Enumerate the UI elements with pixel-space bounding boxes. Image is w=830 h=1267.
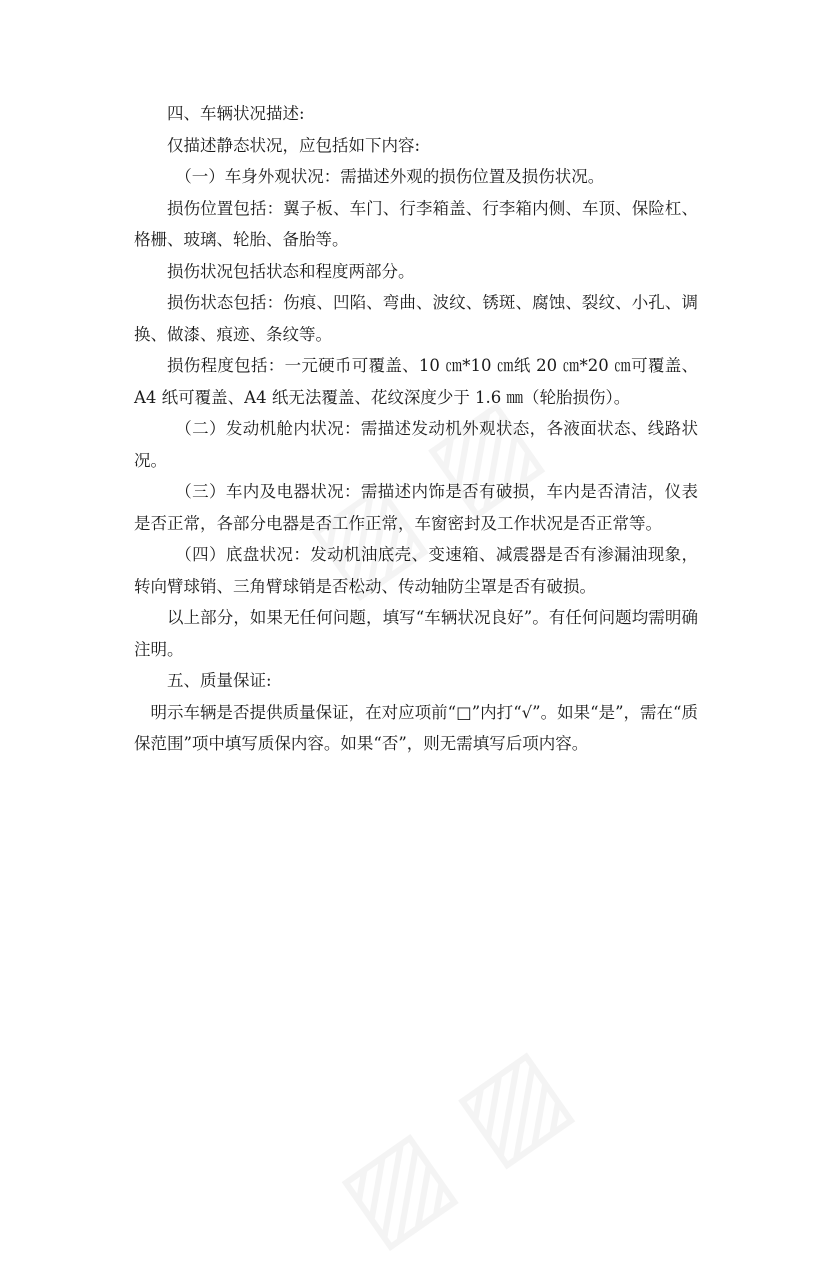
paragraph-static-condition: 仅描述静态状况，应包括如下内容: [167, 135, 421, 155]
section-heading-vehicle-condition: 四、车辆状况描述: [167, 104, 305, 123]
document-body [134, 98, 698, 760]
paragraph-damage-state: 损伤状态包括：伤痕、凹陷、弯曲、波纹、锈斑、腐蚀、裂纹、小孔、调换、做漆、痕迹、条纹等。 [134, 293, 698, 344]
subheading-engine-bay: （二）发动机舱内状况：需描述发动机外观状态，各液面状态、线路状况。 [134, 419, 698, 470]
paragraph-damage-degree: 损伤程度包括：一元硬币可覆盖、10 ㎝*10 ㎝纸 20 ㎝*20 ㎝可覆盖、A4 纸可覆盖、A4 纸无法覆盖、花纹深度少于 1.6 ㎜（轮胎损伤）。 [134, 356, 698, 407]
paragraph-damage-location: 损伤位置包括：翼子板、车门、行李箱盖、行李箱内侧、车顶、保险杠、格栅、玻璃、轮胎、备胎等。 [134, 198, 698, 249]
subheading-interior-electrical: （三）车内及电器状况：需描述内饰是否有破损，车内是否清洁，仪表是否正常，各部分电器是否工作正常，车窗密封及工作状况是否正常等。 [134, 482, 698, 533]
watermark [316, 1021, 591, 1267]
paragraph-damage-condition: 损伤状况包括状态和程度两部分。 [167, 261, 415, 281]
paragraph-summary-note: 以上部分，如果无任何问题，填写“车辆状况良好”。有任何问题均需明确注明。 [134, 608, 698, 659]
section-heading-quality-assurance: 五、质量保证: [167, 671, 272, 690]
subheading-exterior: （一）车身外观状况：需描述外观的损伤位置及损伤状况。 [175, 167, 605, 186]
subheading-chassis: （四）底盘状况：发动机油底壳、变速箱、减震器是否有渗漏油现象，转向臂球销、三角臂球销是否松动、传动轴防尘罩是否有破损。 [134, 545, 698, 596]
paragraph-quality-assurance: 明示车辆是否提供质量保证，在对应项前“□”内打“√”。如果“是”，需在“质保范围”项中填写质保内容。如果“否”，则无需填写后项内容。 [134, 702, 698, 753]
